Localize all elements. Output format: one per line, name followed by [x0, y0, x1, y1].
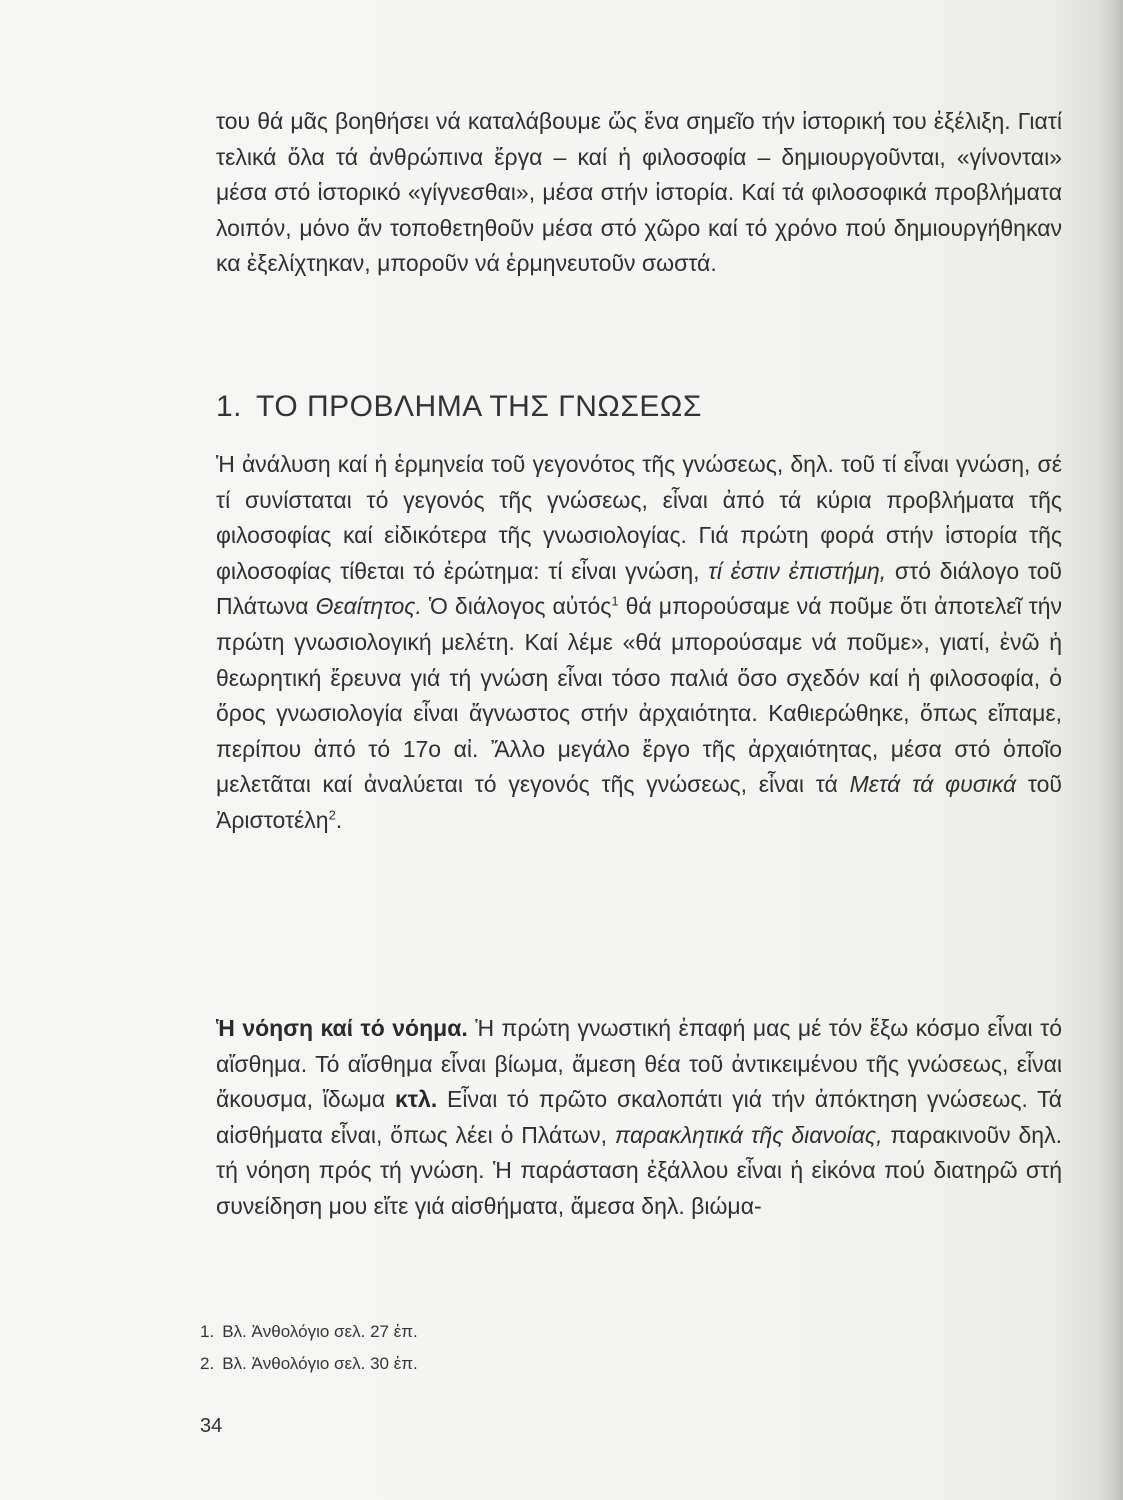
p1-text-6: .: [335, 806, 343, 833]
paragraph-2-block: [216, 1011, 1062, 1225]
paragraph-2: [216, 1011, 1062, 1225]
intro-paragraph-block: [216, 104, 1062, 282]
p2-text-3: παρακινοῦν δηλ. τή νόηση πρός τή γνώση. Ἡ παράσταση ἐξάλλου εἶναι ἡ εἰκόνα πού διατηρῶ στή συνείδηση μου εἴτε γιά αἰσθήματα, ἄμεσα δηλ. βιώμα-: [216, 1121, 1062, 1219]
p1-text-4: θά μπορούσαμε νά ποῦμε ὅτι ἀποτελεῖ τήν πρώτη γνωσιολογική μελέτη. Καί λέμε «θά μπορούσαμε νά ποῦμε», γιατί, ἐνῶ ἡ θεωρητική ἔρευνα γιά τή γνώση εἶναι τόσο παλιά ὅσο σχεδόν καί ἡ φιλοσοφία, ὁ ὅρος γνωσιολογία εἶναι ἄγνωστος στήν ἀρχαιότητα. Καθιερώθηκε, ὅπως εἴπαμε, περίπου ἀπό τό 17ο αἰ. Ἄλλο μεγάλο ἔργο τῆς ἀρχαιότητας, μέσα στό ὁποῖο μελετᾶται καί ἀναλύεται τό γεγονός τῆς γνώσεως, εἶναι τά: [216, 593, 1062, 798]
footnote-1-number: 1.: [200, 1322, 215, 1341]
footnote-1-text: Βλ. Ἀνθολόγιο σελ. 27 ἑπ.: [222, 1322, 418, 1341]
footnote-ref-1[interactable]: 1: [611, 593, 619, 609]
footnote-ref-2[interactable]: 2: [328, 807, 336, 823]
intro-text: του θά μᾶς βοηθήσει νά καταλάβουμε ὥς ἕνα σημεῖο τήν ἱστορική του ἐξέλιξη. Γιατί τελικά ὅλα τά ἀνθρώπινα ἔργα – καί ἡ φιλοσοφία – δημιουργοῦνται, «γίνονται» μέσα στό ἱστορικό «γίγνεσθαι», μέσα στήν ἱστορία. Καί τά φιλοσοφικά προβλήματα λοιπόν, μόνο ἄν τοποθετηθοῦν μέσα στό χῶρο καί τό χρόνο πού δημιουργήθηκαν κα ἐξελίχτηκαν, μποροῦν νά ἑρμηνευτοῦν σωστά.: [216, 108, 1062, 277]
footnote-1: [200, 1316, 418, 1348]
p2-runin-heading: Ἡ νόηση καί τό νόημα.: [216, 1015, 468, 1041]
page-number: 34: [200, 1415, 223, 1437]
section-heading: [216, 390, 702, 424]
p1-text-3: Ὁ διάλογος αὐτός: [421, 593, 612, 620]
section-title: ΤΟ ΠΡΟΒΛΗΜΑ ΤΗΣ ΓΝΩΣΕΩΣ: [256, 390, 702, 423]
p2-italic-quote: παρακλητικά τῆς διανοίας,: [614, 1121, 883, 1148]
p2-bold-abbrev: κτλ.: [394, 1086, 438, 1113]
p2-text-1: Ἡ πρώτη γνωστική ἐπαφή μας μέ τόν ἔξω κόσμο εἶναι τό αἴσθημα. Τό αἴσθημα εἶναι βίωμα, ἄμεση θέα τοῦ ἀντικειμένου τῆς γνώσεως, εἶναι ἄκουσμα, ἴδωμα: [216, 1015, 1062, 1113]
footnote-2-text: Βλ. Ἀνθολόγιο σελ. 30 ἑπ.: [222, 1354, 418, 1373]
footnote-2-number: 2.: [200, 1354, 215, 1373]
footnote-2: [200, 1348, 418, 1380]
section-number: 1.: [216, 390, 243, 423]
p1-italic-title-theaetetus: Θεαίτητος.: [315, 593, 422, 620]
p2-text-2: Εἶναι τό πρῶτο σκαλοπάτι γιά τήν ἀπόκτηση γνώσεως. Τά αἰσθήματα εἶναι, ὅπως λέει ὁ Πλάτων,: [216, 1086, 1062, 1148]
page-edge-shadow: [1099, 0, 1123, 1500]
p1-text-2: στό διάλογο τοῦ Πλάτωνα: [216, 557, 1062, 620]
p1-italic-title-metaphysics: Μετά τά φυσικά: [849, 771, 1017, 798]
paragraph-1-block: [216, 447, 1062, 839]
paragraph-1: [216, 447, 1062, 839]
footnotes: [200, 1316, 418, 1380]
p1-italic-quote: τί ἐστιν ἐπιστήμη,: [708, 557, 887, 584]
intro-paragraph: [216, 104, 1062, 282]
p1-text-5: τοῦ Ἀριστοτέλη: [216, 771, 1062, 833]
p1-text-1: Ἡ ἀνάλυση καί ἡ ἑρμηνεία τοῦ γεγονότος τῆς γνώσεως, δηλ. τοῦ τί εἶναι γνώση, σέ τί συνίσταται τό γεγονός τῆς γνώσεως, εἶναι ἀπό τά κύρια προβλήματα τῆς φιλοσοφίας καί εἰδικότερα τῆς γνωσιολογίας. Γιά πρώτη φορά στήν ἱστορία τῆς φιλοσοφίας τίθεται τό ἐρώτημα: τί εἶναι γνώση,: [216, 451, 1062, 584]
